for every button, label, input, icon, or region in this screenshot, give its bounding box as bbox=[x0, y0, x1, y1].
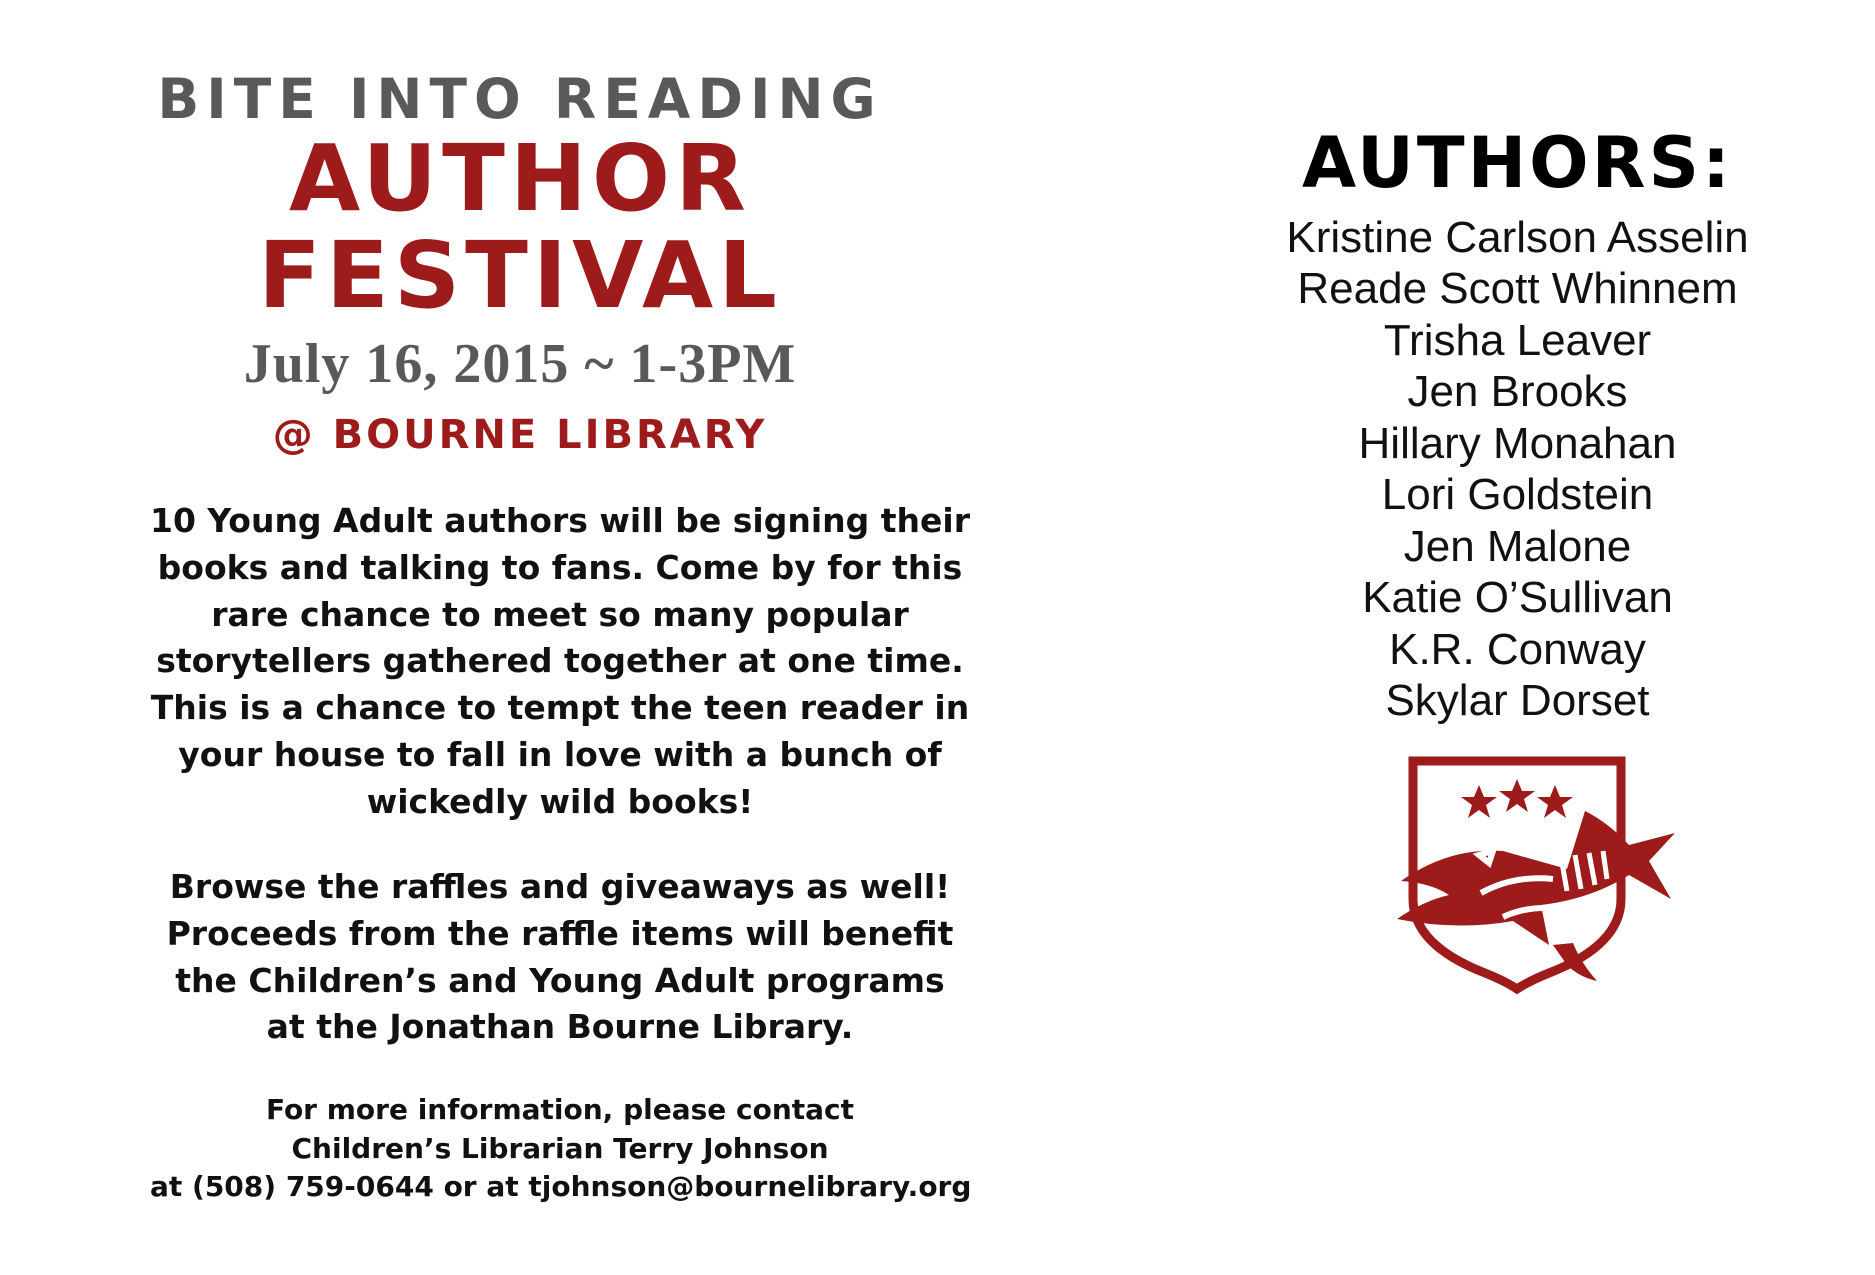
poster-title-primary: BITE INTO READING bbox=[157, 67, 883, 131]
contact-line-1: For more information, please contact bbox=[265, 1093, 855, 1127]
description-paragraph: 10 Young Adult authors will be signing their books and talking to fans. Come by for this rare chance to meet so many popular storytellers gathered together at one time. This is a chance to tempt the teen reader in your house to fall in love with a bunch of wickedly wild books! bbox=[150, 500, 971, 821]
authors-list bbox=[1160, 212, 1875, 727]
list-item: Skylar Dorset bbox=[1385, 676, 1650, 726]
list-item: Hillary Monahan bbox=[1358, 418, 1677, 468]
list-item: Reade Scott Whinnem bbox=[1297, 264, 1738, 314]
body-block bbox=[0, 498, 1160, 1207]
list-item: Trisha Leaver bbox=[1383, 315, 1652, 365]
logo-wrap bbox=[1160, 749, 1875, 999]
list-item: K.R. Conway bbox=[1389, 624, 1646, 674]
list-item: Kristine Carlson Asselin bbox=[1286, 213, 1749, 262]
list-item: Lori Goldstein bbox=[1381, 470, 1654, 520]
title-block bbox=[0, 67, 1160, 458]
raffle-paragraph: Browse the raffles and giveaways as well! Proceeds from the raffle items will benefit the Children’s and Young Adult programs at the Jonathan Bourne Library. bbox=[166, 866, 954, 1047]
stars-icon bbox=[1461, 779, 1573, 818]
poster-right-column bbox=[1160, 0, 1875, 1275]
list-item: Jen Brooks bbox=[1407, 367, 1628, 417]
contact-line-3: at (508) 759-0644 or at tjohnson@bournelibrary.org bbox=[150, 1170, 972, 1204]
poster-date-time: July 16, 2015 ~ 1-3PM bbox=[243, 333, 797, 396]
list-item: Jen Malone bbox=[1403, 521, 1632, 571]
list-item: Katie O’Sullivan bbox=[1362, 573, 1673, 623]
contact-block bbox=[150, 1091, 970, 1207]
authors-heading: AUTHORS: bbox=[1301, 122, 1733, 204]
poster-title-secondary: AUTHOR FESTIVAL bbox=[258, 125, 782, 329]
shark-icon bbox=[1397, 811, 1675, 981]
contact-line-2: Children’s Librarian Terry Johnson bbox=[291, 1131, 829, 1165]
poster-venue: @ BOURNE LIBRARY bbox=[272, 411, 768, 458]
shark-crest-logo-icon bbox=[1353, 749, 1683, 999]
